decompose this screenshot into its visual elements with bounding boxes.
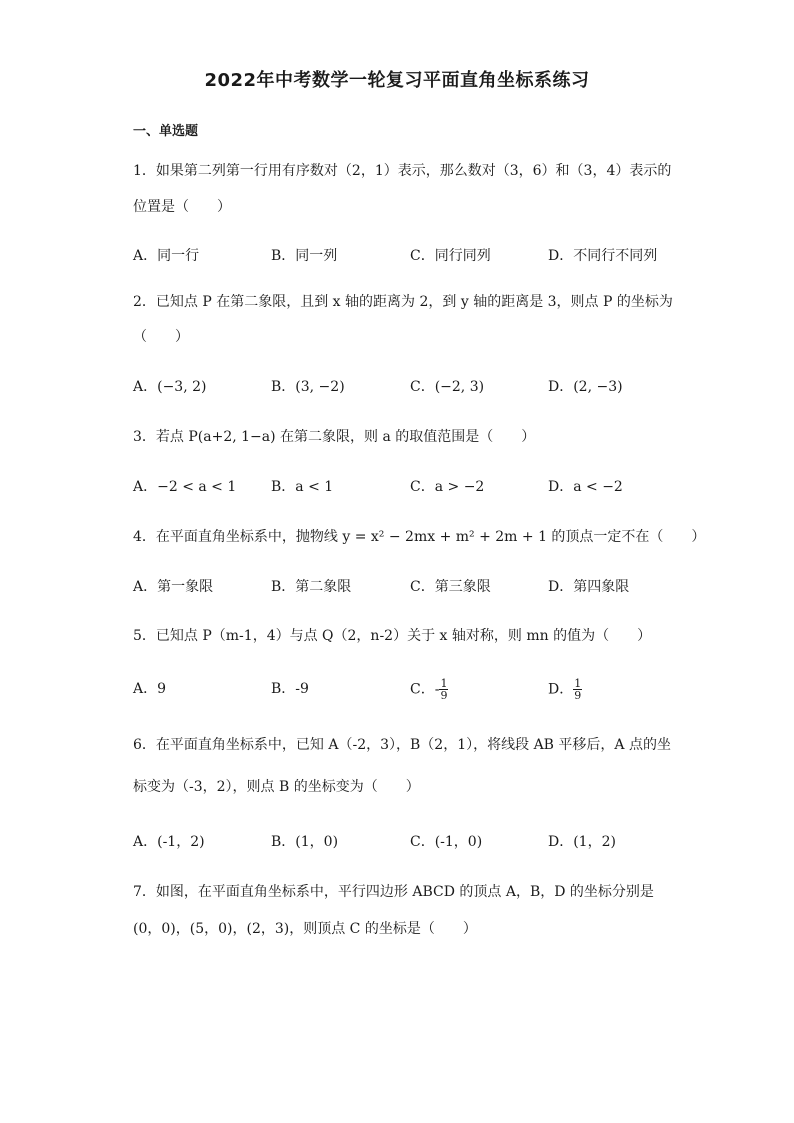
option-b: B．a < 1 xyxy=(271,479,334,495)
question-2-line-1: 2．已知点 P 在第二象限，且到 x 轴的距离为 2，到 y 轴的距离是 3，则点 P 的坐标为 xyxy=(133,294,673,310)
fraction-denominator: 9 xyxy=(574,689,582,702)
question-5-line-1: 5．已知点 P（m-1，4）与点 Q（2，n-2）关于 x 轴对称，则 mn 的值为（ ） xyxy=(133,628,652,644)
option-a: A．第一象限 xyxy=(133,579,214,595)
option-d: D．a < −2 xyxy=(548,479,623,495)
option-c-prefix: C．- xyxy=(410,681,440,698)
question-2-options xyxy=(133,376,693,398)
question-6-options xyxy=(133,831,693,853)
question-4-line-1: 4．在平面直角坐标系中，抛物线 y = x² − 2mx + m² + 2m + 1 的顶点一定不在（ ） xyxy=(133,529,706,545)
question-6-line-1: 6．在平面直角坐标系中，已知 A（-2，3），B（2，1），将线段 AB 平移后，A 点的坐 xyxy=(133,737,671,753)
option-a: A．9 xyxy=(133,681,167,697)
option-d: D．不同行不同列 xyxy=(548,248,658,264)
fraction-numerator: 1 xyxy=(574,677,582,690)
fraction-one-ninth xyxy=(573,678,582,701)
option-b: B．-9 xyxy=(271,681,309,697)
question-3-line-1: 3．若点 P(a+2, 1−a) 在第二象限，则 a 的取值范围是（ ） xyxy=(133,429,536,445)
fraction-denominator: 9 xyxy=(440,689,448,702)
option-d: D．(1，2) xyxy=(548,834,616,850)
option-d: D．(2, −3) xyxy=(548,379,623,395)
question-5-options xyxy=(133,678,693,708)
option-c: C．a > −2 xyxy=(410,479,485,495)
question-3-options xyxy=(133,476,693,498)
option-b: B．第二象限 xyxy=(271,579,352,595)
option-c: C．同行同列 xyxy=(410,248,491,264)
option-c: C．第三象限 xyxy=(410,579,491,595)
question-6-line-2: 标变为（-3，2），则点 B 的坐标变为（ ） xyxy=(133,779,420,795)
option-c: C．(−2, 3) xyxy=(410,379,485,395)
option-d xyxy=(548,678,582,701)
option-a: A．同一行 xyxy=(133,248,200,264)
option-d: D．第四象限 xyxy=(548,579,630,595)
question-1-line-1: 1．如果第二列第一行用有序数对（2，1）表示，那么数对（3，6）和（3，4）表示的 xyxy=(133,163,672,179)
fraction-numerator: 1 xyxy=(440,677,448,690)
question-7-line-2: (0，0)，(5，0)，(2，3)，则顶点 C 的坐标是（ ） xyxy=(133,921,477,937)
question-1-line-2: 位置是（ ） xyxy=(133,199,231,215)
option-d-prefix: D． xyxy=(548,681,574,698)
option-a: A．−2 < a < 1 xyxy=(133,479,237,495)
section-heading: 一、单选题 xyxy=(133,124,199,139)
option-b: B．同一列 xyxy=(271,248,338,264)
option-c: C．(-1，0) xyxy=(410,834,483,850)
fraction-one-ninth xyxy=(439,678,448,701)
option-a: A．(−3, 2) xyxy=(133,379,207,395)
option-a: A．(-1，2) xyxy=(133,834,205,850)
question-4-options xyxy=(133,576,693,598)
option-c xyxy=(410,678,448,701)
question-2-line-2: （ ） xyxy=(133,329,189,345)
option-b: B．(1，0) xyxy=(271,834,339,850)
question-1-options xyxy=(133,245,693,267)
page-title: 2022年中考数学一轮复习平面直角坐标系练习 xyxy=(204,70,590,91)
option-b: B．(3, −2) xyxy=(271,379,345,395)
question-7-line-1: 7．如图，在平面直角坐标系中，平行四边形 ABCD 的顶点 A，B，D 的坐标分别是 xyxy=(133,884,654,900)
